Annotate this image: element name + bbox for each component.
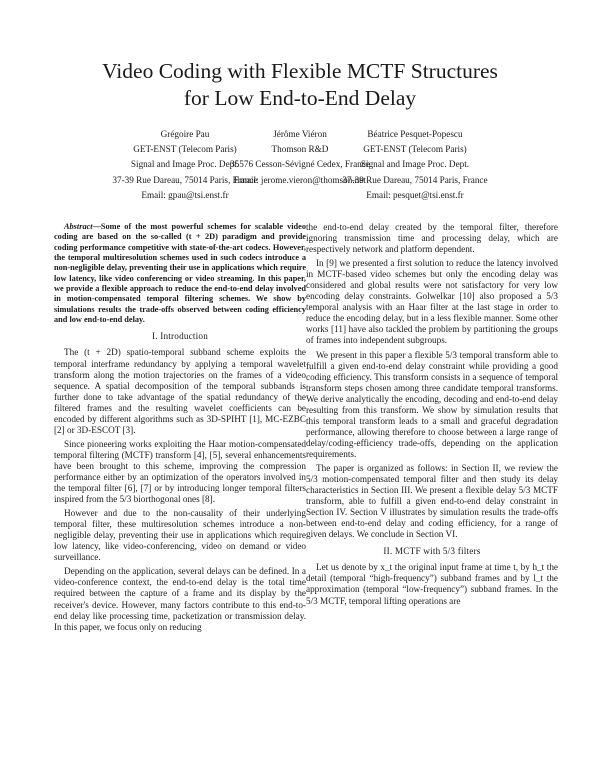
body-paragraph: the end-to-end delay created by the temporal filter, therefore ignoring transmission time and processing delay, which are respectively network and platform dependent. — [306, 222, 558, 255]
left-column — [54, 222, 306, 633]
abstract-text: —Some of the most powerful schemes for scalable video coding are based on the so-called (t + 2D) paradigm and provide coding performance competitive with state-of-the-art codecs. However, the temporal multiresolution schemes used in such codecs introduce a non-negligible delay, preventing their use in applications which require low latency, like video conferencing or video streaming. In this paper, we provide a flexible approach to reduce the end-to-end delay involved in motion-compensated temporal filtering schemes. We show by simulations results the trade-offs observed between coding efficiency and low end-to-end delay. — [54, 222, 306, 325]
author-address: 37-39 Rue Dareau, 75014 Paris, France — [342, 174, 488, 185]
author-department: Signal and Image Proc. Dept. — [360, 159, 470, 170]
author-email: Email: gpau@tsi.enst.fr — [141, 189, 229, 200]
body-paragraph: Depending on the application, several delays can be defined. In a video-conference context, the end-to-end delay is the total time required between the capture of a frame and its display by the receiver's device. However, many factors contribute to this end-to-end delay like processing time, packetization or transmission delay. In this paper, we focus only on reducing — [54, 566, 306, 632]
body-paragraph: The paper is organized as follows: in Section II, we review the 5/3 motion-compensated temporal filter and then study its delay characteristics in Section III. We present a flexible delay 5/3 MCTF transform, able to fulfill a given end-to-end delay constraint in Section IV. Section V illustrates by simulation results the trade-offs between end-to-end delay and coding efficiency, for a range of given delays. We conclude in Section VI. — [306, 462, 558, 540]
author-address: 35576 Cesson-Sévigné Cedex, France — [230, 159, 370, 170]
author-name: Béatrice Pesquet-Popescu — [367, 129, 463, 139]
author-affiliation: GET-ENST (Telecom Paris) — [363, 144, 467, 155]
body-paragraph: However and due to the non-causality of their underlying temporal filter, these multiresolution schemes introduce a non-negligible delay, preventing their use in applications which require low latency, like video-conferencing, video on demand or video surveillance. — [54, 508, 306, 563]
title-line-1: Video Coding with Flexible MCTF Structures — [102, 59, 498, 83]
body-paragraph: Let us denote by x_t the original input frame at time t, by h_t the detail (temporal “high-frequency”) subband frames and by l_t the approximation (temporal “low-frequency”) subband frames. In the 5/3 MCTF, temporal lifting operations are — [306, 562, 558, 606]
body-paragraph: The (t + 2D) spatio-temporal subband scheme exploits the temporal interframe redundancy by applying a temporal wavelet transform along the motion trajectories on the frames of a video sequence. A spatial decomposition of the temporal subbands is further done to take advantage of the spatial redundancy of the filtered frames and the resulting wavelet coefficients can be encoded by different algorithms such as 3D-SPIHT [1], MC-EZBC [2] or 3D-ESCOT [3]. — [54, 347, 306, 435]
section-heading: II. MCTF with 5/3 filters — [383, 546, 481, 557]
body-paragraph: Since pioneering works exploiting the Haar motion-compensated temporal filtering (MCTF) transform [4], [5], several enhancements have been brought to this scheme, improving the compression performance either by an optimization of the operators involved in the temporal filter [6], [7] or by introducing longer temporal filters inspired from the 5/3 biorthogonal ones [8]. — [54, 438, 306, 505]
body-paragraph: We present in this paper a flexible 5/3 temporal transform able to fulfill a given end-to-end delay constraint while providing a good coding efficiency. This transform consists in a sequence of temporal transform steps chosen among three candidate temporal transforms. We derive analytically the encoding, decoding and end-to-end delay resulting from this transform. We show by simulation results that this temporal transform leads to a small and graceful degradation performance, allowing therefore to choose between a large range of delay/coding-efficiency trade-offs, depending on the application requirements. — [306, 349, 558, 459]
author-block-3 — [310, 127, 520, 203]
author-name: Grégoire Pau — [160, 129, 210, 139]
body-paragraph: In [9] we presented a first solution to reduce the latency involved in MCTF-based video schemes but only the encoding delay was considered and global results were not satisfactory for very low encoding delay constraints. Golwelkar [10] also proposed a 5/3 temporal analysis with an Haar filter at the last stage in order to reduce the encoding delay, but in a less flexible manner. Some other works [11] have also tackled the problem by partitioning the groups of frames into independent subgroups. — [306, 258, 558, 346]
author-department: Signal and Image Proc. Dept. — [130, 159, 240, 170]
author-affiliation: Thomson R&D — [271, 144, 329, 155]
section-heading: I. Introduction — [151, 331, 209, 342]
author-affiliation: GET-ENST (Telecom Paris) — [133, 144, 237, 155]
author-email: Email: pesquet@tsi.enst.fr — [366, 189, 464, 200]
paper-title — [30, 58, 570, 112]
abstract — [54, 222, 306, 325]
author-address: 37-39 Rue Dareau, 75014 Paris, France — [112, 174, 258, 185]
author-name: Jérôme Viéron — [273, 129, 327, 139]
abstract-label: Abstract — [64, 222, 93, 231]
author-email: Email: jerome.vieron@thomson.net — [234, 174, 366, 185]
right-column — [306, 222, 558, 607]
title-line-2: for Low End-to-End Delay — [183, 86, 417, 110]
